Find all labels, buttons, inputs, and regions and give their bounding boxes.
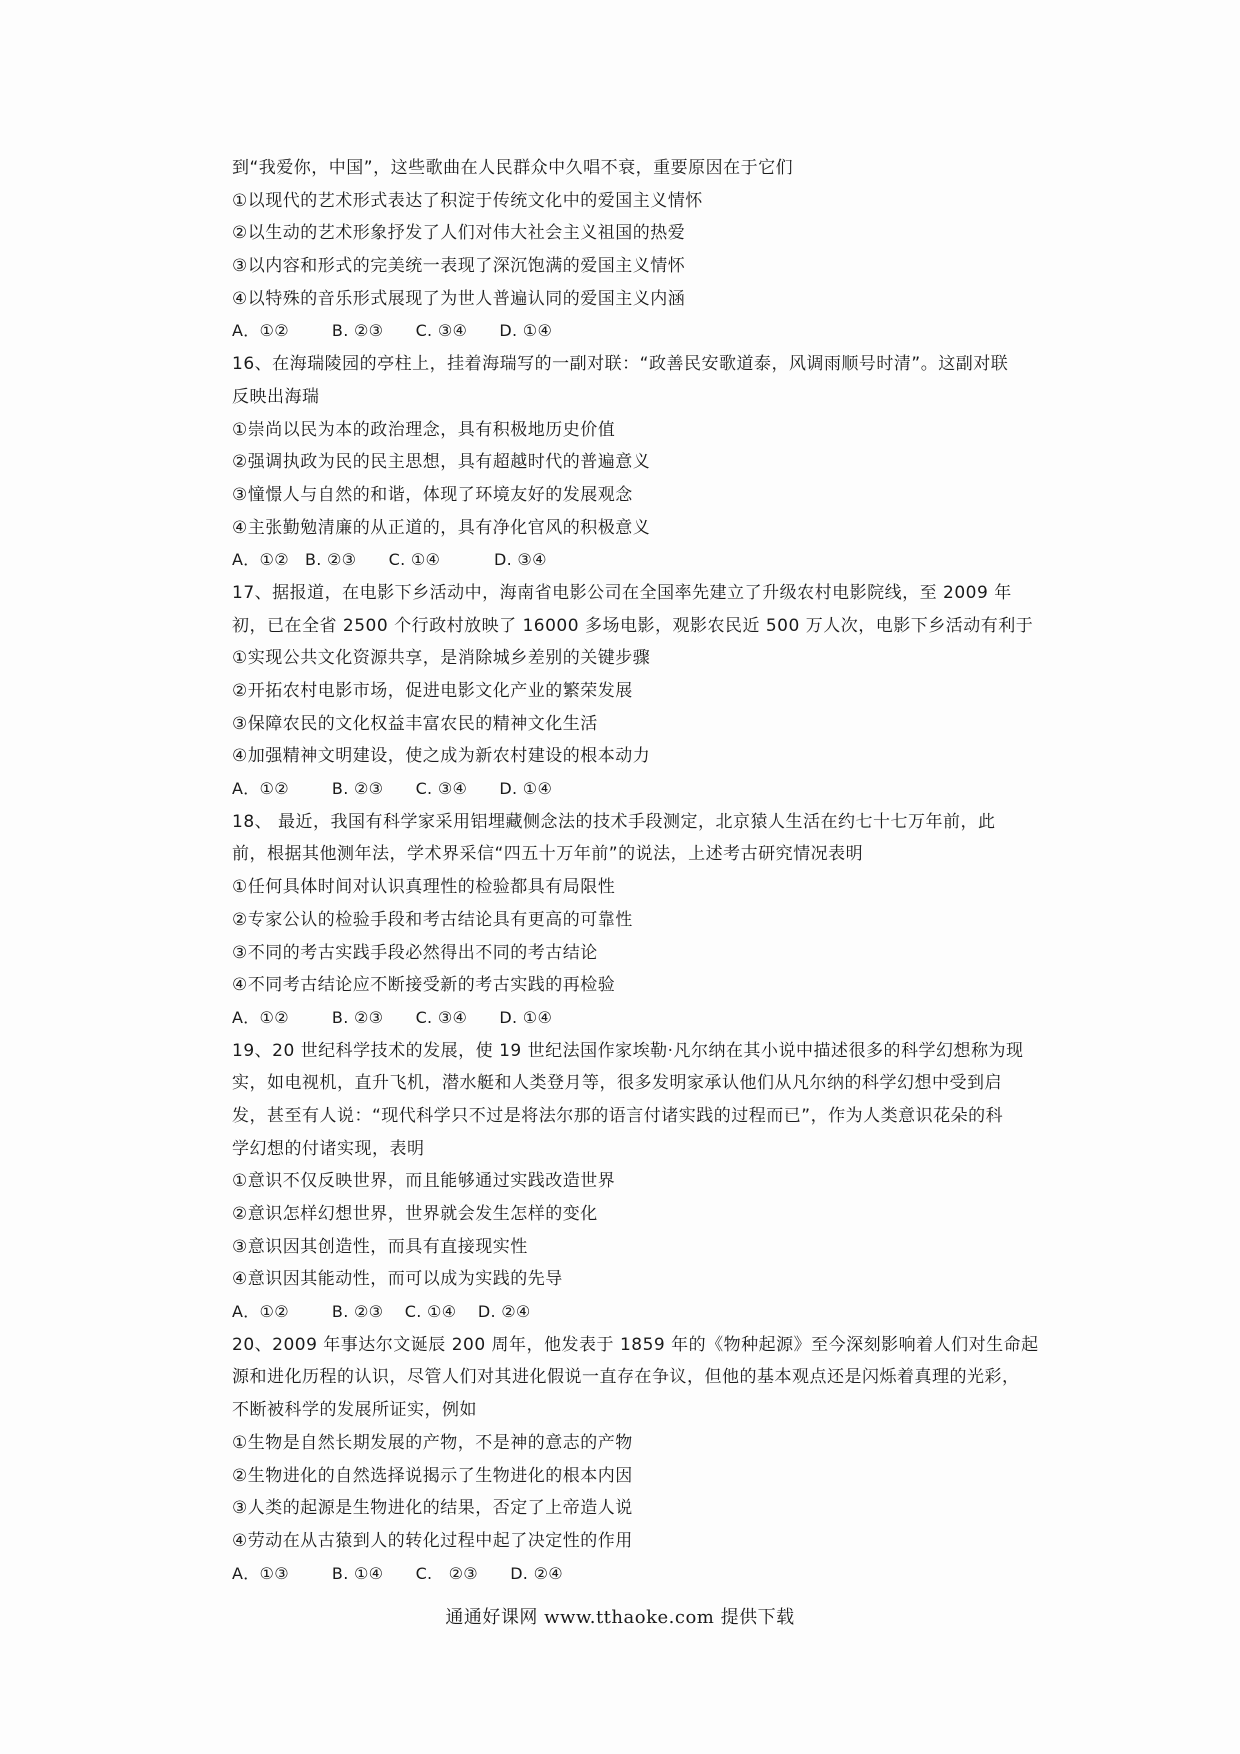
text-line: ②意识怎样幻想世界，世界就会发生怎样的变化 <box>232 1204 598 1224</box>
text-line: 到“我爱你，中国”，这些歌曲在人民群众中久唱不衰，重要原因在于它们 <box>232 158 794 178</box>
text-line: 初，已在全省 2500 个行政村放映了 16000 多场电影，观影农民近 500 万人次，电影下乡活动有利于 <box>232 615 1034 636</box>
answer-options: A．①② B. ②③ C. ③④ D. ①④ <box>232 1007 553 1027</box>
text-line: 18、 最近，我国有科学家采用铝埋藏侧念法的技术手段测定，北京猿人生活在约七十七万年前，此 <box>232 811 996 832</box>
text-line: ②专家公认的检验手段和考古结论具有更高的可靠性 <box>232 909 633 930</box>
text-line: 前，根据其他测年法，学术界采信“四五十万年前”的说法，上述考古研究情况表明 <box>232 844 864 865</box>
footer-watermark: 通通好课网 www.tthaoke.com 提供下载 <box>445 1607 795 1628</box>
answer-options: A．①③ B. ①④ C. ②③ D. ②④ <box>232 1563 563 1583</box>
text-line: ③保障农民的文化权益丰富农民的精神文化生活 <box>232 713 598 734</box>
text-line: ④以特殊的音乐形式展现了为世人普遍认同的爱国主义内涵 <box>232 288 686 309</box>
text-line: ④意识因其能动性，而可以成为实践的先导 <box>232 1269 563 1290</box>
text-line: ①任何具体时间对认识真理性的检验都具有局限性 <box>232 877 616 898</box>
answer-options: A．①② B. ②③ C. ①④ D. ②④ <box>232 1302 531 1322</box>
text-line: ②以生动的艺术形象抒发了人们对伟大社会主义祖国的热爱 <box>232 223 686 244</box>
text-line: ③意识因其创造性，而具有直接现实性 <box>232 1236 528 1257</box>
answer-options: A．①② B. ②③ C. ③④ D. ①④ <box>232 321 553 341</box>
text-line: ④劳动在从古猿到人的转化过程中起了决定性的作用 <box>232 1530 633 1551</box>
text-line: ①意识不仅反映世界，而且能够通过实践改造世界 <box>232 1171 616 1192</box>
question-text <box>232 152 1062 1590</box>
text-line: 不断被科学的发展所证实，例如 <box>232 1400 477 1421</box>
text-line: ②强调执政为民的民主思想，具有超越时代的普遍意义 <box>232 452 651 473</box>
text-line: 学幻想的付诸实现，表明 <box>232 1138 425 1159</box>
text-line: 20、2009 年事达尔文诞辰 200 周年，他发表于 1859 年的《物种起源》至今深刻影响着人们对生命起 <box>232 1334 1039 1355</box>
text-line: ①以现代的艺术形式表达了积淀于传统文化中的爱国主义情怀 <box>232 190 703 211</box>
text-line: ①生物是自然长期发展的产物，不是神的意志的产物 <box>232 1432 633 1453</box>
text-line: 实，如电视机，直升飞机，潜水艇和人类登月等，很多发明家承认他们从凡尔纳的科学幻想中受到启 <box>232 1073 1002 1094</box>
text-line: ①崇尚以民为本的政治理念，具有积极地历史价值 <box>232 419 616 440</box>
answer-options: A．①② B. ②③ C. ①④ D. ③④ <box>232 550 547 570</box>
text-line: 19、20 世纪科学技术的发展，使 19 世纪法国作家埃勒·凡尔纳在其小说中描述很多的科学幻想称为现 <box>232 1040 1024 1061</box>
text-line: ④不同考古结论应不断接受新的考古实践的再检验 <box>232 975 616 996</box>
text-line: 反映出海瑞 <box>232 386 320 407</box>
text-line: ③不同的考古实践手段必然得出不同的考古结论 <box>232 942 598 963</box>
text-line: ②开拓农村电影市场，促进电影文化产业的繁荣发展 <box>232 681 633 701</box>
text-line: 17、据报道，在电影下乡活动中，海南省电影公司在全国率先建立了升级农村电影院线，至 2009 年 <box>232 582 1012 603</box>
text-line: ④加强精神文明建设，使之成为新农村建设的根本动力 <box>232 746 651 767</box>
text-line: ①实现公共文化资源共享，是消除城乡差别的关键步骤 <box>232 648 651 669</box>
text-line: ②生物进化的自然选择说揭示了生物进化的根本内因 <box>232 1465 633 1486</box>
text-line: 源和进化历程的认识，尽管人们对其进化假说一直存在争议，但他的基本观点还是闪烁着真理的光彩， <box>232 1367 1020 1388</box>
text-line: 16、在海瑞陵园的亭柱上，挂着海瑞写的一副对联：“政善民安歌道泰，风调雨顺号时清”。这副对联 <box>232 354 1009 375</box>
answer-options: A．①② B. ②③ C. ③④ D. ①④ <box>232 779 553 799</box>
text-line: ③以内容和形式的完美统一表现了深沉饱满的爱国主义情怀 <box>232 256 686 277</box>
text-line: ③憧憬人与自然的和谐，体现了环境友好的发展观念 <box>232 484 633 505</box>
text-line: ③人类的起源是生物进化的结果，否定了上帝造人说 <box>232 1498 633 1519</box>
text-line: ④主张勤勉清廉的从正道的，具有净化官风的积极意义 <box>232 517 651 538</box>
text-line: 发，甚至有人说：“现代科学只不过是将法尔那的语言付诸实践的过程而已”，作为人类意识花朵的科 <box>232 1105 1004 1126</box>
